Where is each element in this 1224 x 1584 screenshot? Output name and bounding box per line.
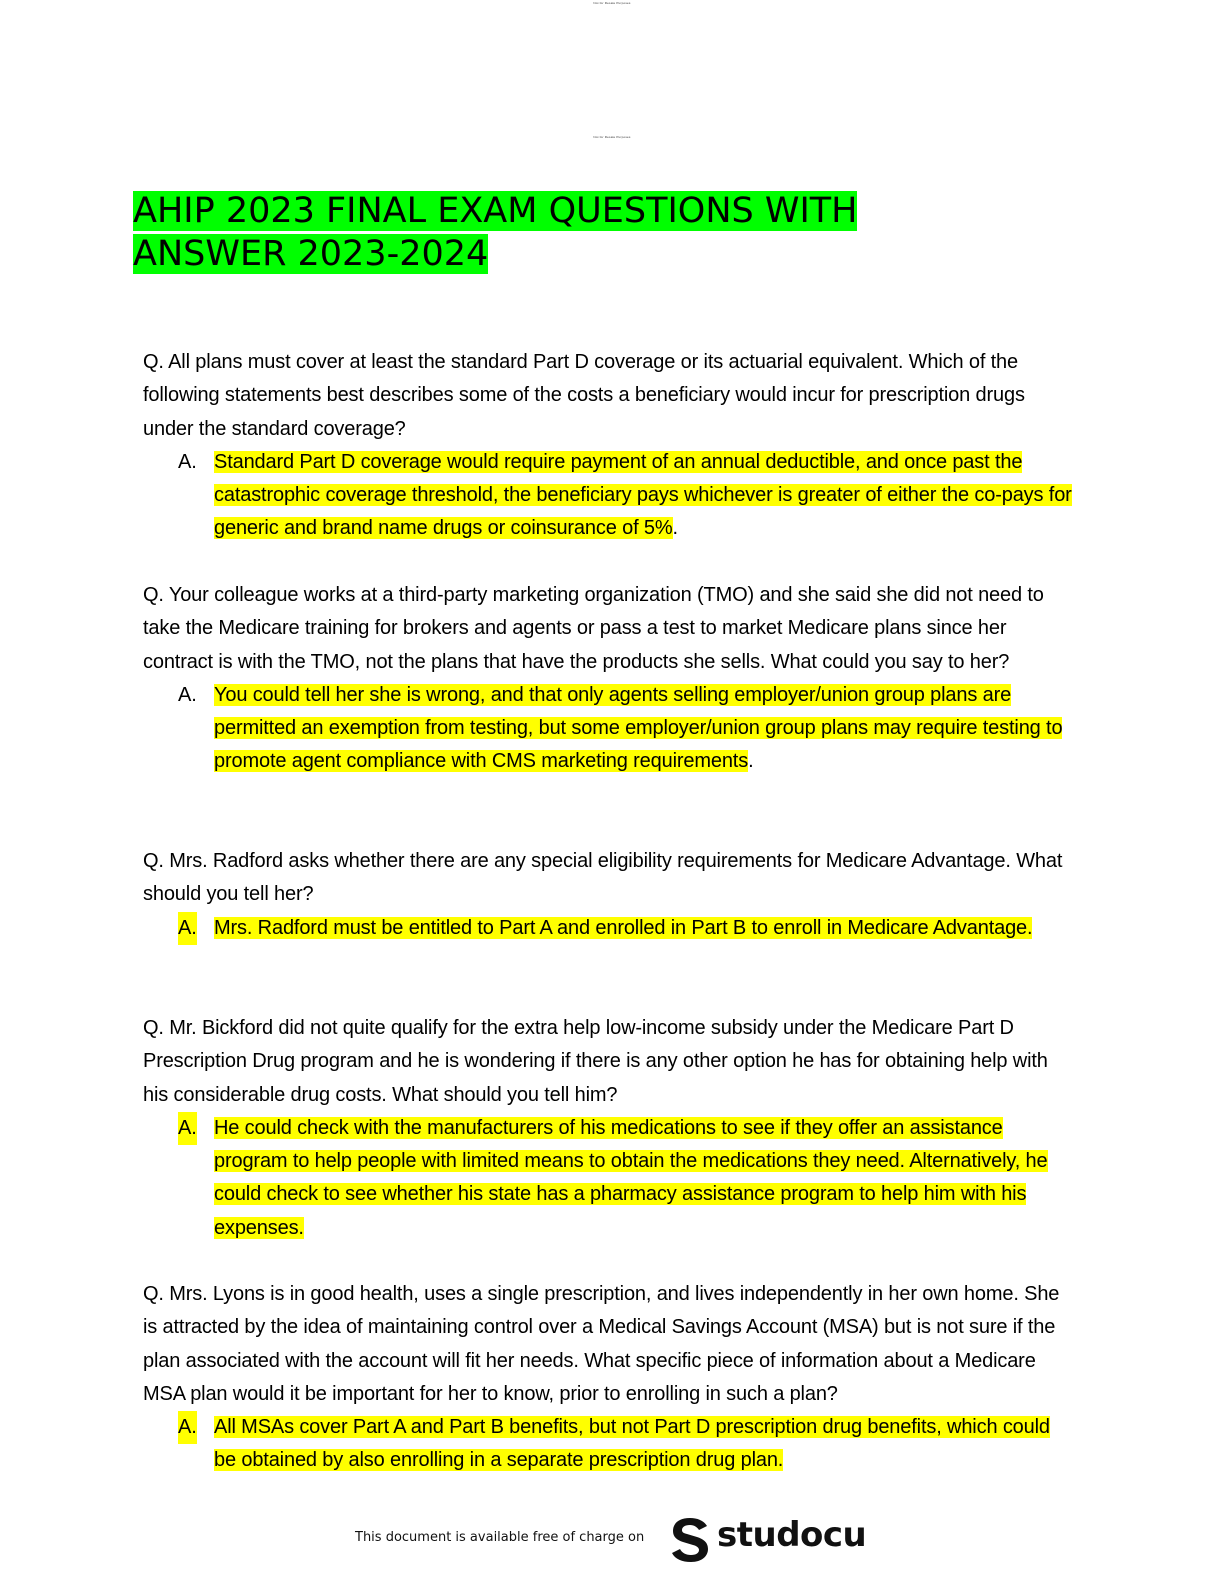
answer-marker: A. (178, 1112, 197, 1145)
question-text: Q. Mr. Bickford did not quite qualify for the extra help low-income subsidy under the Medicare Part D Prescription Drug program and he is wondering if there is any other option he has for obtaining help with his considerable drug costs. What should you tell him? (143, 1017, 1048, 1106)
answer-trailing-punct: . (672, 517, 678, 540)
title-line-2: ANSWER 2023-2024 (133, 234, 489, 274)
answer-text: Standard Part D coverage would require payment of an annual deductible, and once past the catastrophic coverage threshold, the beneficiary pays whichever is greater of either the co-pays for generic and brand name drugs or coinsurance of 5% (214, 450, 1072, 540)
question-text: Q. Your colleague works at a third-party marketing organization (TMO) and she said she did not need to take the Medicare training for brokers and agents or pass a test to market Medicare plans since her contract is with the TMO, not the plans that have the products she sells. What could you say to her? (143, 584, 1044, 673)
qa-item-4 (143, 1012, 1073, 1245)
answer-marker: A. (178, 683, 197, 706)
qa-item-2 (143, 579, 1073, 779)
answer-marker: A. (178, 1411, 197, 1444)
answer-block (143, 1411, 1073, 1478)
answer-text: All MSAs cover Part A and Part B benefits, but not Part D prescription drug benefits, which could be obtained by also enrolling in a separate prescription drug plan. (214, 1416, 1050, 1472)
footer-text: This document is available free of charge on (355, 1530, 645, 1545)
question-text: Q. All plans must cover at least the standard Part D coverage or its actuarial equivalent. Which of the following statements best describes some of the costs a beneficiary would incur for prescription drugs under the standard coverage? (143, 351, 1025, 440)
answer-marker: A. (178, 450, 197, 473)
answer-block (143, 1112, 1073, 1245)
answer-block (143, 912, 1073, 945)
document-title (133, 190, 953, 276)
studocu-logo-icon[interactable] (666, 1515, 714, 1563)
answer-marker: A. (178, 912, 197, 945)
answer-text: Mrs. Radford must be entitled to Part A and enrolled in Part B to enroll in Medicare Advantage. (214, 916, 1033, 939)
title-line-1: AHIP 2023 FINAL EXAM QUESTIONS WITH (133, 191, 858, 231)
answer-block (143, 679, 1073, 779)
answer-block (143, 446, 1073, 546)
answer-trailing-punct: . (748, 750, 754, 773)
answer-text: You could tell her she is wrong, and that only agents selling employer/union group plans are permitted an exemption from testing, but some employer/union group plans may require testing to promote agent compliance with CMS marketing requirements (214, 683, 1063, 773)
question-text: Q. Mrs. Radford asks whether there are any special eligibility requirements for Medicare Advantage. What should you tell her? (143, 850, 1063, 906)
running-header-secondary: Not for Resale Purposes (593, 135, 631, 139)
qa-item-5 (143, 1278, 1073, 1478)
footer (355, 1513, 915, 1563)
question-text: Q. Mrs. Lyons is in good health, uses a single prescription, and lives independently in her own home. She is attracted by the idea of maintaining control over a Medical Savings Account (MSA) but is not sure if the plan associated with the account will fit her needs. What specific piece of information about a Medicare MSA plan would it be important for her to know, prior to enrolling in such a plan? (143, 1283, 1060, 1405)
answer-text: He could check with the manufacturers of his medications to see if they offer an assistance program to help people with limited means to obtain the medications they need. Alternatively, he could check to see whether his state has a pharmacy assistance program to help him with his expenses. (214, 1116, 1048, 1239)
running-header: Not for Resale Purposes (593, 1, 631, 5)
qa-item-3 (143, 845, 1073, 945)
qa-item-1 (143, 346, 1073, 546)
studocu-brand[interactable]: studocu (717, 1515, 867, 1555)
